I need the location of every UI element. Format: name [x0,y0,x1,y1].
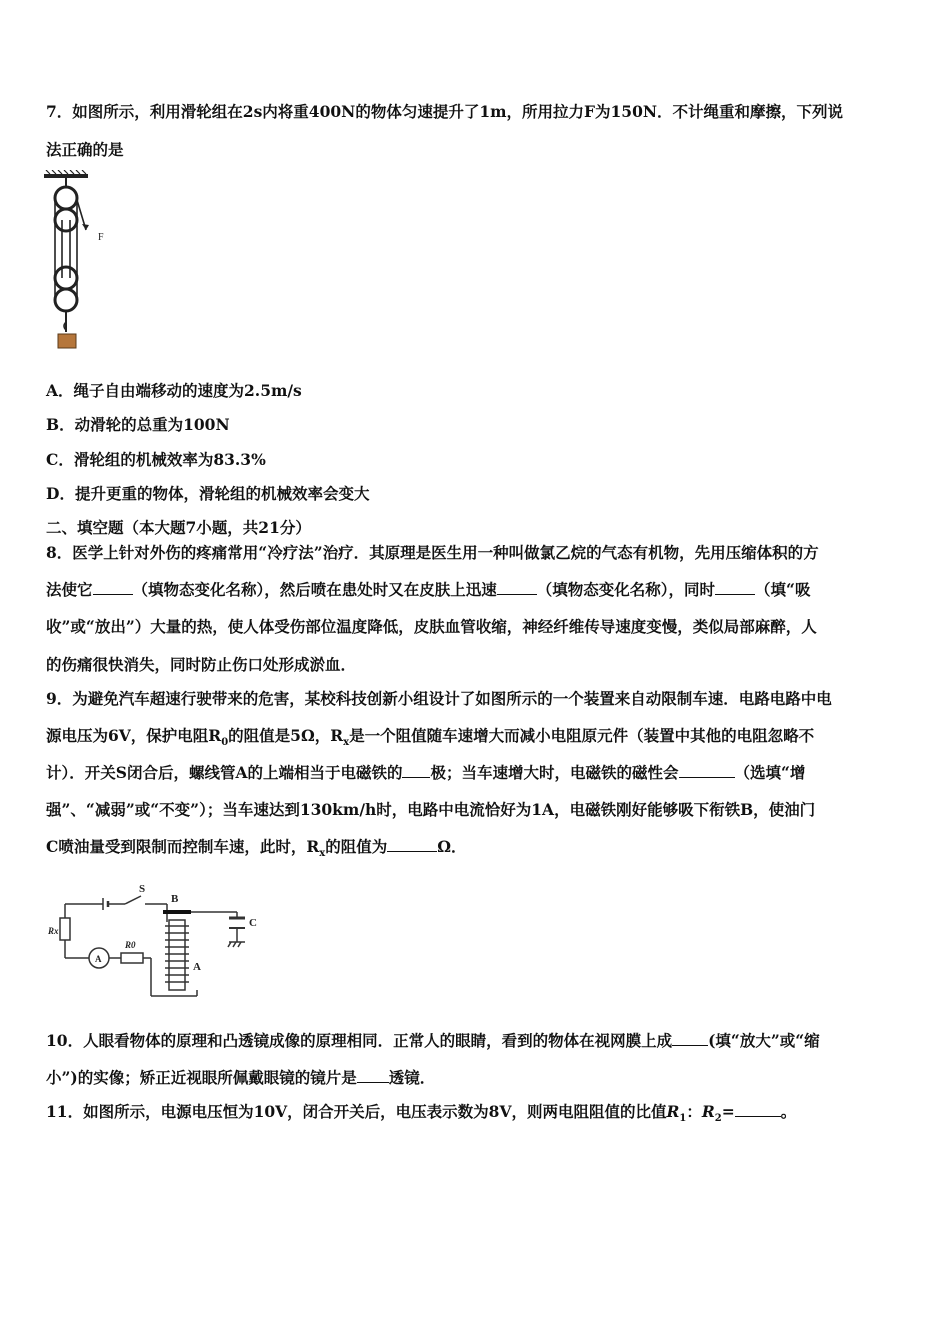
q7-stem-line1: 7．如图所示，利用滑轮组在2s内将重400N的物体匀速提升了1m，所用拉力F为150N．不计绳重和摩擦，下列说 [46,102,844,121]
armature-label: B [171,893,179,905]
q9-line5: C喷油量受到限制而控制车速，此时，$R_x$的阻值为 Ω． [46,837,467,860]
q10-line1: 10．人眼看物体的原理和凸透镜成像的原理相同．正常人的眼睛，看到的物体在视网膜上成 (填“放大”或“缩 [46,1031,820,1050]
switch-label: S [139,883,146,895]
q8-line4: 的伤痛很快消失，同时防止伤口处形成淤血． [46,655,357,674]
q9-line3: 计）．开关S闭合后，螺线管A的上端相当于电磁铁的 极；当车速增大时，电磁铁的磁性会 （选填“增 [46,763,806,782]
q11-line1: 11．如图所示，电源电压恒为10V，闭合开关后，电压表示数为8V，则两电阻阻值的比值$R_1$：$R_2=$ 。 [46,1102,797,1125]
q7-option-b: B．动滑轮的总重为100N [46,415,230,434]
q9-line2: 源电压为6V，保护电阻$R_0$的阻值是5Ω，$R_x$是一个阻值随车速增大而减小电阻原元件（装置中其他的电阻忽略不 [46,726,815,749]
q7-option-c: C．滑轮组的机械效率为83.3% [46,450,266,469]
q8-line2: 法使它 （填物态变化名称），然后喷在患处时又在皮肤上迅速 （填物态变化名称），同时 （填“吸 [46,580,811,599]
throttle-label: C [249,917,257,929]
q7-stem-line2: 法正确的是 [46,140,124,159]
q9-line4: 强”、“减弱”或“不变”）；当车速达到130km/h时，电路中电流恰好为1A，电磁铁刚好能够吸下衔铁B，使油门 [46,800,816,819]
r0-label: R0 [125,940,136,950]
force-label: F [98,232,104,243]
q7-option-a: A．绳子自由端移动的速度为2.5m/s [46,381,302,400]
q7-option-d: D．提升更重的物体，滑轮组的机械效率会变大 [46,484,370,503]
ammeter-label: A [95,954,102,964]
section-2-heading: 二、填空题（本大题7小题，共21分） [46,518,311,537]
q9-line1: 9．为避免汽车超速行驶带来的危害，某校科技创新小组设计了如图所示的一个装置来自动限制车速．电路电路中电 [46,689,832,708]
q8-line3: 收”或“放出”）大量的热，使人体受伤部位温度降低，皮肤血管收缩，神经纤维传导速度变慢，类似局部麻醉，人 [46,617,817,636]
solenoid-label: A [193,961,201,973]
circuit-figure [45,878,260,1008]
q10-line2: 小”)的实像；矫正近视眼所佩戴眼镜的镜片是 透镜． [46,1068,436,1087]
rx-label: Rx [48,926,59,936]
pulley-figure [40,170,120,360]
q8-line1: 8．医学上针对外伤的疼痛常用“冷疗法”治疗．其原理是医生用一种叫做氯乙烷的气态有机物，先用压缩体积的方 [46,543,819,562]
